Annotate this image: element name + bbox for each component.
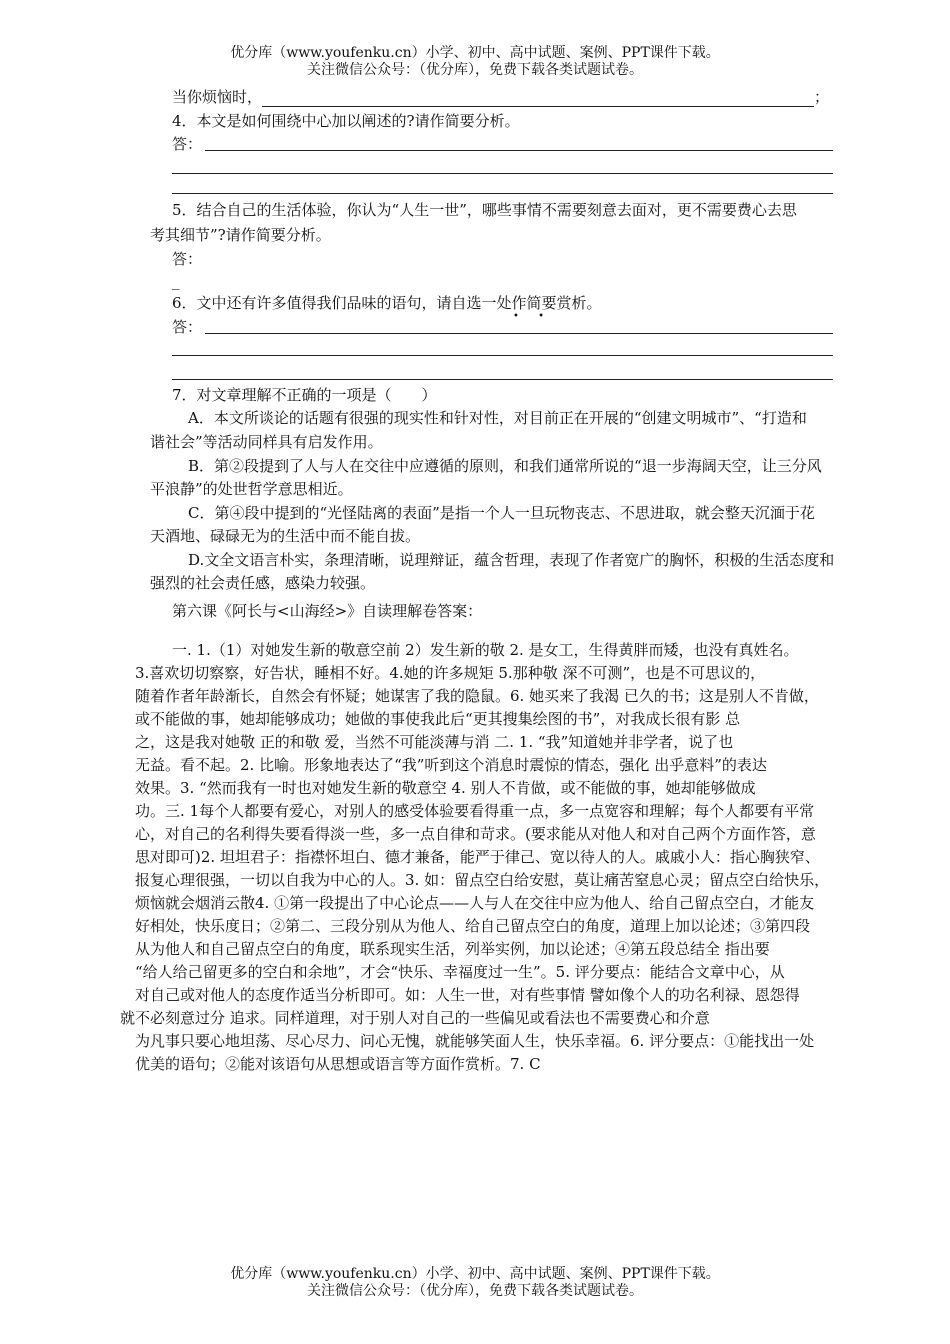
answer-line: 为凡事只要心地坦荡、尽心尽力、问心无愧，就能够笑面人生，快乐幸福。6. 评分要点：①能找出一处 xyxy=(135,1032,815,1050)
q6-emphasis-dots: • • xyxy=(513,311,552,322)
q7-option-b-line-1: B．第②段提到了人与人在交往中应遵循的原则，和我们通常所说的“退一步海阔天空，让三分风 xyxy=(188,457,822,475)
q3-answer-blank[interactable] xyxy=(262,106,814,107)
answer-line: 或不能做的事，她却能够成功；她做的事使我此后“更其搜集绘图的书”，对我成长很有影 总 xyxy=(135,710,741,728)
header-line-1: 优分库（www.youfenku.cn）小学、初中、高中试题、案例、PPT课件下载。 xyxy=(230,45,720,61)
q7-option-c-line-1: C．第④段中提到的“光怪陆离的表面”是指一个人一旦玩物丧志、不思进取，就会整天沉湎于花 xyxy=(188,504,815,522)
q4-prompt: 4．本文是如何围绕中心加以阐述的?请作简要分析。 xyxy=(172,112,520,130)
q7-option-b-line-2: 平浪静”的处世哲学意思相近。 xyxy=(150,480,353,498)
q4-answer-label: 答： xyxy=(172,135,203,153)
answer-key-title: 第六课《阿长与<山海经>》自读理解卷答案： xyxy=(172,602,483,620)
q7-option-d-line-2: 强烈的社会责任感，感染力较强。 xyxy=(150,574,376,592)
header-line-2: 关注微信公众号：（优分库），免费下载各类试题试卷。 xyxy=(307,62,643,78)
q4-answer-line-3[interactable] xyxy=(172,193,833,194)
answer-line: 随着作者年龄渐长，自然会有怀疑；她谋害了我的隐鼠。6. 她买来了我渴 已久的书；这是别人不肯做， xyxy=(135,687,819,705)
answer-line: 对自己或对他人的态度作适当分析即可。如：人生一世，对有些事情 譬如像个人的功名利禄、恩怨得 xyxy=(135,986,800,1004)
answer-line: 从为他人和自己留点空白的角度，联系现实生活，列举实例，加以论述；④第五段总结全 指出要 xyxy=(135,940,770,958)
answer-line: 好相处，快乐度日；②第二、三段分别从为他人、给自己留点空白的角度，道理上加以论述；③第四段 xyxy=(135,917,811,935)
answer-line: 烦恼就会烟消云散4. ①第一段提出了中心论点——人与人在交往中应为他人、给自己留点空白，才能友 xyxy=(135,894,815,912)
footer-line-1: 优分库（www.youfenku.cn）小学、初中、高中试题、案例、PPT课件下载。 xyxy=(230,1266,720,1282)
answer-line: 就不必刻意过分 追求。同样道理，对于别人对自己的一些偏见或看法也不需要费心和介意 xyxy=(120,1009,710,1027)
q3-tail-line xyxy=(172,87,829,107)
answer-line: 一. 1.（1）对她发生新的敬意空前 2）发生新的敬 2. 是女工，生得黄胖而矮，也没有真姓名。 xyxy=(172,641,799,659)
q6-answer-line-1[interactable] xyxy=(205,333,833,334)
footer-line-2: 关注微信公众号：（优分库），免费下载各类试题试卷。 xyxy=(307,1283,643,1299)
page-header xyxy=(0,45,950,79)
answer-line: 之，这是我对她敬 正的和敬 爱，当然不可能淡薄与消 二. 1. “我”知道她并非学者，说了也 xyxy=(135,733,734,751)
q5-answer-mark[interactable]: _ xyxy=(172,272,180,290)
answer-line: 优美的语句；②能对该语句从思想或语言等方面作赏析。7. C xyxy=(135,1055,541,1073)
q6-answer-line-3[interactable] xyxy=(172,379,833,380)
q3-tail-text: 当你烦恼时， xyxy=(172,88,263,106)
answer-line: 无益。看不起。2. 比喻。形象地表达了“我”听到这个消息时震惊的情态，强化 出乎意料”的表达 xyxy=(135,756,767,774)
q7-option-d-line-1: D.文全文语言朴实，条理清晰，说理辩证，蕴含哲理，表现了作者宽广的胸怀，积极的生活态度和 xyxy=(188,551,835,569)
page-footer xyxy=(0,1266,950,1300)
q5-answer-label: 答： xyxy=(172,250,203,268)
answer-line: 效果。3. “然而我有一时也对她发生新的敬意空 4. 别人不肯做，或不能做的事，她却能够做成 xyxy=(135,779,756,797)
q7-option-a-line-2: 谐社会”等活动同样具有启发作用。 xyxy=(150,433,383,451)
q6-answer-line-2[interactable] xyxy=(172,355,833,356)
q7-prompt: 7．对文章理解不正确的一项是（ ） xyxy=(172,386,437,404)
q4-answer-line-2[interactable] xyxy=(172,173,833,174)
q4-answer-line-1[interactable] xyxy=(205,150,833,151)
q6-prompt: 6．文中还有许多值得我们品味的语句，请自选一处作简要赏析。 xyxy=(172,294,602,312)
answer-line: “给人给己留更多的空白和余地”，才会“快乐、幸福度过一生”。5. 评分要点：能结合文章中心，从 xyxy=(135,963,785,981)
q5-prompt-line-2: 考其细节”?请作简要分析。 xyxy=(150,226,331,244)
q7-option-a-line-1: A．本文所谈论的话题有很强的现实性和针对性，对目前正在开展的“创建文明城市”、“打造和 xyxy=(188,409,807,427)
q5-prompt-line-1: 5．结合自己的生活体验，你认为“人生一世”，哪些事情不需要刻意去面对，更不需要费心去思 xyxy=(172,201,797,219)
answer-line: 功。三. 1每个人都要有爱心，对别人的感受体验要看得重一点，多一点宽容和理解；每个人都要有平常 xyxy=(135,802,815,820)
q7-option-c-line-2: 天酒地、碌碌无为的生活中而不能自拔。 xyxy=(150,527,421,545)
answer-line: 思对即可)2. 坦坦君子：指襟怀坦白、德才兼备，能严于律己、宽以待人的人。戚戚小人：指心胸狭窄、 xyxy=(135,848,820,866)
q6-answer-label: 答： xyxy=(172,318,203,336)
answer-line: 报复心理很强，一切以自我为中心的人。3. 如：留点空白给安慰，莫让痛苦窒息心灵；留点空白给快乐， xyxy=(135,871,830,889)
answer-line: 3.喜欢切切察察，好告状，睡相不好。4.她的许多规矩 5.那种敬 深不可测”，也是不可思议的， xyxy=(135,664,766,682)
answer-line: 心，对自己的名利得失要看得淡一些，多一点自律和苛求。(要求能从对他人和对自己两个方面作答，意 xyxy=(135,825,816,843)
q3-end-mark: ； xyxy=(814,88,830,106)
